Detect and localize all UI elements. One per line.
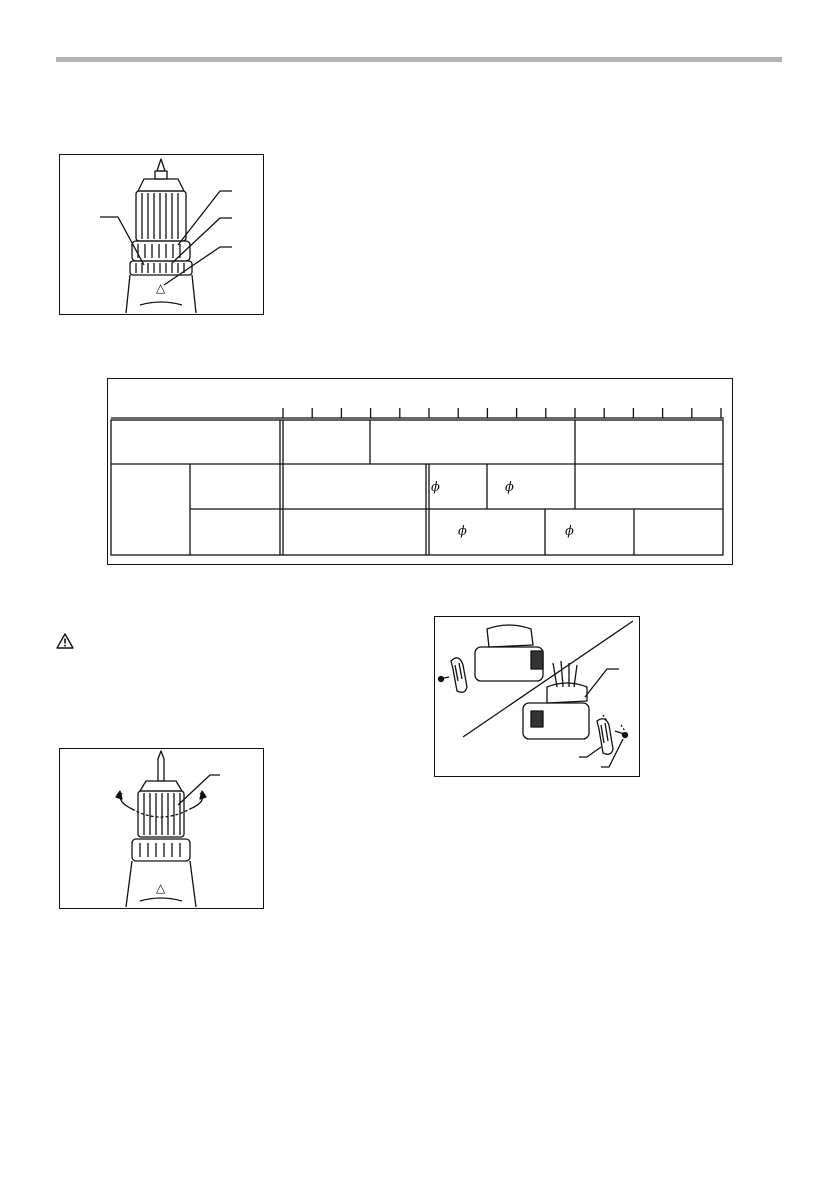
adjusting-mark-icon: △ [156, 881, 166, 895]
drill-chuck-figure [59, 748, 264, 909]
adjusting-mark-icon: △ [156, 281, 166, 295]
hook-installation-figure [434, 616, 640, 777]
drill-diameter-symbol: ϕ [431, 480, 440, 495]
torque-settings-table [107, 378, 733, 565]
drill-diameter-symbol: ϕ [565, 524, 574, 539]
clutch-ring-figure [59, 154, 264, 315]
table-grid [108, 379, 731, 563]
header-rule [56, 57, 782, 62]
hook-installation-illustration [435, 617, 638, 775]
drill-diameter-symbol: ϕ [505, 480, 514, 495]
warning-triangle-icon [56, 633, 74, 649]
drill-diameter-symbol: ϕ [458, 524, 467, 539]
